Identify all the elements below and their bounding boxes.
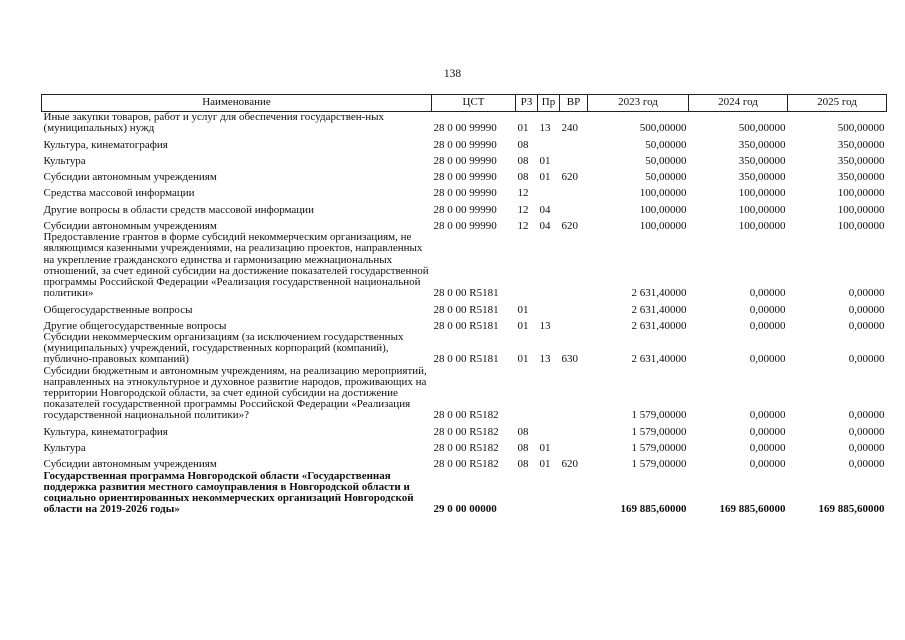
table-header-row [42, 95, 887, 112]
row-name: Субсидии автономным учреждениям [43, 219, 217, 232]
table-row [42, 438, 887, 454]
table-row [42, 454, 887, 470]
row-value-2023: 1 579,00000 [631, 425, 687, 438]
header-2025: 2025 год [788, 95, 887, 112]
row-value-2025: 0,00000 [848, 442, 885, 455]
row-vr [560, 151, 588, 167]
row-pr: 13 [539, 353, 551, 366]
row-value-2024: 500,00000 [738, 122, 786, 135]
row-cst: 29 0 00 00000 [433, 503, 497, 516]
row-value-2023: 100,00000 [639, 187, 687, 200]
row-cst: 28 0 00 R5181 [433, 303, 499, 316]
row-value-2024: 100,00000 [738, 203, 786, 216]
row-vr [560, 366, 588, 422]
row-rz: 01 [517, 303, 529, 316]
row-rz: 12 [517, 187, 529, 200]
row-value-2023: 100,00000 [639, 219, 687, 232]
row-pr [538, 183, 560, 199]
row-value-2024: 0,00000 [749, 425, 786, 438]
row-value-2025: 500,00000 [837, 122, 885, 135]
row-cst: 28 0 00 R5181 [433, 353, 499, 366]
row-value-2023: 50,00000 [645, 154, 687, 167]
row-rz: 08 [517, 138, 529, 151]
row-value-2025: 0,00000 [848, 425, 885, 438]
row-vr [560, 183, 588, 199]
row-rz [516, 232, 538, 299]
row-pr [538, 232, 560, 299]
row-value-2024: 0,00000 [749, 303, 786, 316]
row-value-2025: 0,00000 [848, 409, 885, 422]
row-pr: 01 [539, 458, 551, 471]
row-name: Общегосударственные вопросы [43, 303, 193, 316]
row-value-2024: 350,00000 [738, 138, 786, 151]
header-pr: Пр [538, 95, 560, 112]
row-cst: 28 0 00 99990 [433, 138, 497, 151]
header-2024: 2024 год [689, 95, 788, 112]
row-value-2024: 100,00000 [738, 187, 786, 200]
row-cst: 28 0 00 99990 [433, 171, 497, 184]
table-row [42, 332, 887, 366]
row-pr: 01 [539, 442, 551, 455]
row-value-2023: 100,00000 [639, 203, 687, 216]
row-name: Субсидии автономным учреждениям [43, 458, 217, 471]
row-value-2025: 0,00000 [848, 303, 885, 316]
row-value-2025: 0,00000 [848, 353, 885, 366]
row-pr [538, 134, 560, 150]
row-rz: 01 [517, 319, 529, 332]
table-row [42, 422, 887, 438]
row-vr: 620 [561, 171, 578, 184]
row-cst: 28 0 00 99990 [433, 187, 497, 200]
row-pr [538, 299, 560, 315]
row-name: Государственная программа Новгородской области «Государственная поддержка развития местного самоуправления в Новгородской области и социально ориентированных некоммерческих организаций Новгородской области на 2019-2026 годы» [43, 469, 414, 516]
table-row [42, 366, 887, 422]
row-value-2023: 2 631,40000 [631, 353, 687, 366]
table-row [42, 112, 887, 135]
row-vr [560, 438, 588, 454]
row-vr [560, 134, 588, 150]
row-vr: 620 [561, 458, 578, 471]
row-pr: 04 [539, 219, 551, 232]
row-pr [538, 422, 560, 438]
row-value-2024: 350,00000 [738, 171, 786, 184]
row-rz: 08 [517, 171, 529, 184]
table-row [42, 232, 887, 299]
row-value-2023: 1 579,00000 [631, 458, 687, 471]
row-value-2023: 50,00000 [645, 171, 687, 184]
row-pr: 13 [539, 122, 551, 135]
row-cst: 28 0 00 R5182 [433, 442, 499, 455]
row-vr [560, 471, 588, 516]
row-cst: 28 0 00 R5181 [433, 287, 499, 300]
row-pr: 01 [539, 171, 551, 184]
page-number: 138 [443, 68, 462, 80]
row-value-2025: 0,00000 [848, 287, 885, 300]
row-rz: 08 [517, 425, 529, 438]
row-value-2025: 100,00000 [837, 187, 885, 200]
row-value-2025: 100,00000 [837, 203, 885, 216]
row-value-2023: 1 579,00000 [631, 409, 687, 422]
row-vr: 630 [561, 353, 578, 366]
budget-table [41, 94, 887, 515]
row-rz: 08 [517, 442, 529, 455]
table-row [42, 151, 887, 167]
row-name: Культура, кинематография [43, 138, 168, 151]
row-pr [538, 366, 560, 422]
row-cst: 28 0 00 99990 [433, 219, 497, 232]
row-value-2023: 2 631,40000 [631, 303, 687, 316]
row-value-2024: 0,00000 [749, 319, 786, 332]
row-pr: 01 [539, 154, 551, 167]
row-value-2025: 0,00000 [848, 458, 885, 471]
row-name: Субсидии некоммерческим организациям (за исключением государственных (муниципальных) учреждений, государственных корпораций (компаний), публично-правовых компаний) [43, 331, 404, 366]
table-row [42, 471, 887, 516]
table-row [42, 299, 887, 315]
row-vr [560, 422, 588, 438]
row-pr: 04 [539, 203, 551, 216]
row-cst: 28 0 00 99990 [433, 203, 497, 216]
row-cst: 28 0 00 R5181 [433, 319, 499, 332]
row-vr [560, 232, 588, 299]
table-row [42, 183, 887, 199]
header-rz: РЗ [516, 95, 538, 112]
table-body [42, 112, 887, 516]
table-row [42, 216, 887, 232]
row-value-2025: 350,00000 [837, 171, 885, 184]
row-value-2024: 100,00000 [738, 219, 786, 232]
row-name: Субсидии бюджетным и автономным учреждениям, на реализацию мероприятий, направленных на этнокультурное и духовное развитие народов, проживающих на территории Новгородской области, за счет единой субсидии на достижение показателей государственной программы Российской Федерации «Реализация государственной национальной политики»? [43, 364, 427, 422]
row-rz [516, 366, 538, 422]
row-vr [560, 299, 588, 315]
header-cst: ЦСТ [432, 95, 516, 112]
row-value-2024: 350,00000 [738, 154, 786, 167]
row-value-2025: 100,00000 [837, 219, 885, 232]
table-row [42, 134, 887, 150]
row-name: Другие общегосударственные вопросы [43, 319, 227, 332]
row-value-2024: 0,00000 [749, 409, 786, 422]
row-pr [538, 471, 560, 516]
row-value-2023: 2 631,40000 [631, 319, 687, 332]
row-rz: 01 [517, 122, 529, 135]
row-cst: 28 0 00 R5182 [433, 409, 499, 422]
row-name: Культура [43, 442, 86, 455]
row-cst: 28 0 00 R5182 [433, 458, 499, 471]
row-name: Средства массовой информации [43, 187, 195, 200]
row-value-2024: 0,00000 [749, 442, 786, 455]
row-value-2023: 169 885,60000 [620, 503, 687, 516]
row-rz: 08 [517, 154, 529, 167]
row-value-2023: 500,00000 [639, 122, 687, 135]
table-row [42, 316, 887, 332]
row-value-2024: 0,00000 [749, 353, 786, 366]
row-rz: 12 [517, 203, 529, 216]
row-value-2023: 2 631,40000 [631, 287, 687, 300]
row-value-2024: 0,00000 [749, 287, 786, 300]
row-rz: 12 [517, 219, 529, 232]
row-rz: 08 [517, 458, 529, 471]
row-name: Субсидии автономным учреждениям [43, 171, 217, 184]
row-name: Другие вопросы в области средств массовой информации [43, 203, 314, 216]
row-cst: 28 0 00 99990 [433, 122, 497, 135]
row-value-2025: 169 885,60000 [818, 503, 885, 516]
row-vr: 240 [561, 122, 578, 135]
row-value-2025: 350,00000 [837, 154, 885, 167]
row-value-2023: 1 579,00000 [631, 442, 687, 455]
header-name: Наименование [42, 95, 432, 112]
row-name: Культура, кинематография [43, 425, 168, 438]
row-value-2023: 50,00000 [645, 138, 687, 151]
row-name: Культура [43, 154, 86, 167]
row-value-2025: 350,00000 [837, 138, 885, 151]
row-cst: 28 0 00 99990 [433, 154, 497, 167]
row-rz [516, 471, 538, 516]
row-value-2025: 0,00000 [848, 319, 885, 332]
row-name: Иные закупки товаров, работ и услуг для обеспечения государствен-ных (муниципальных) нужд [43, 111, 385, 135]
header-2023: 2023 год [588, 95, 689, 112]
row-value-2024: 0,00000 [749, 458, 786, 471]
table-row [42, 167, 887, 183]
row-cst: 28 0 00 R5182 [433, 425, 499, 438]
table-row [42, 200, 887, 216]
header-vr: ВР [560, 95, 588, 112]
row-vr [560, 316, 588, 332]
row-value-2024: 169 885,60000 [719, 503, 786, 516]
row-name: Предоставление грантов в форме субсидий некоммерческим организациям, не являющимся казенными учреждениями, на реализацию проектов, направленных на укрепление гражданского единства и гармонизацию межнациональных отношений, за счет единой субсидии на достижение показателей государственной программы Российской Федерации «Реализация государственной национальной политики» [43, 231, 429, 300]
row-rz: 01 [517, 353, 529, 366]
row-pr: 13 [539, 319, 551, 332]
row-vr: 620 [561, 219, 578, 232]
row-vr [560, 200, 588, 216]
